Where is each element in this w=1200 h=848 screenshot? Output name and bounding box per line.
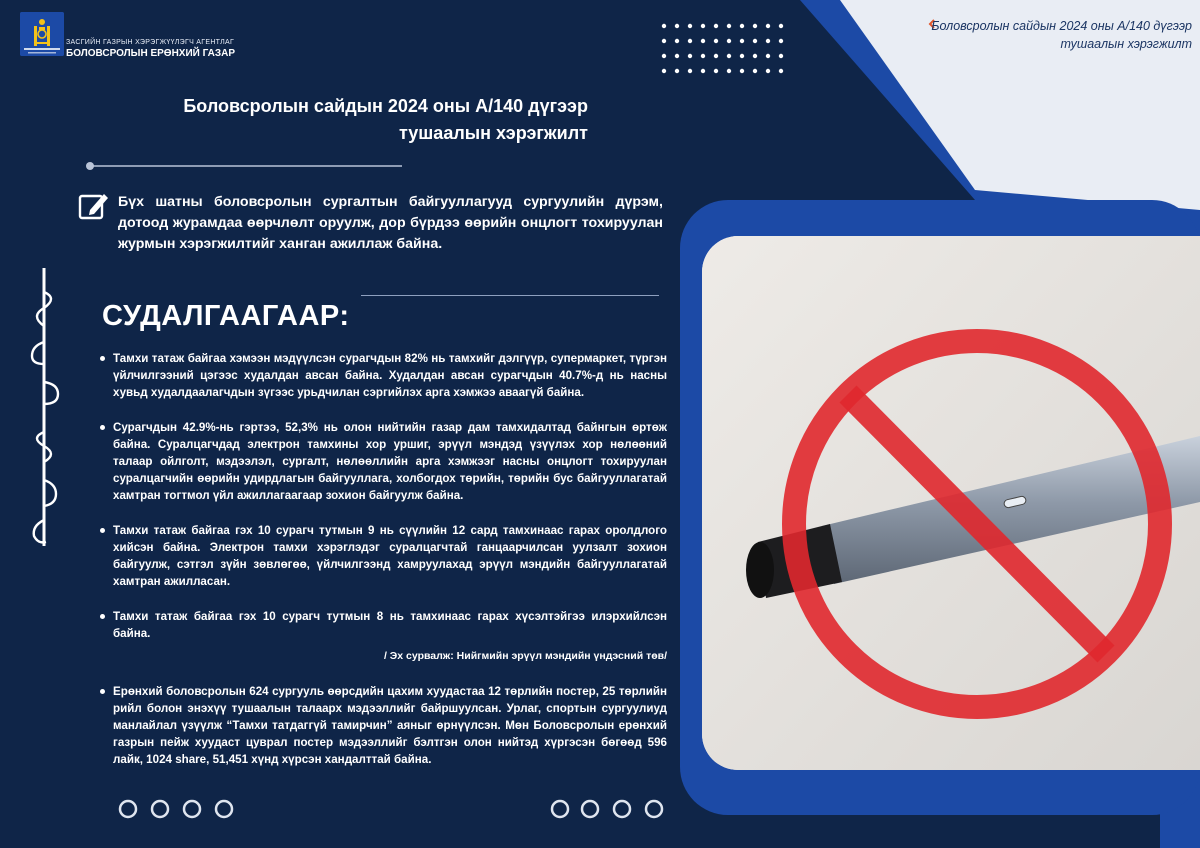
grid-dot [662,54,666,58]
grid-dot [753,69,757,73]
grid-dot [662,69,666,73]
grid-dot [740,54,744,58]
research-findings-list [100,350,667,786]
agency-line2: БОЛОВСРОЛЫН ЕРӨНХИЙ ГАЗАР [66,48,236,59]
grid-dot [766,69,770,73]
grid-dot [753,54,757,58]
grid-dot [662,24,666,28]
list-item [100,522,667,590]
decorative-circles-right [550,798,670,820]
grid-dot [727,39,731,43]
grid-dot [779,39,783,43]
grid-dot [766,39,770,43]
bullet-dot [100,425,105,430]
list-item [100,608,667,665]
page-title: Боловсролын сайдын 2024 оны А/140 дүгээр тушаалын хэрэгжилт [183,96,588,143]
grid-dot [701,24,705,28]
grid-dot [675,24,679,28]
bullet-dot [100,614,105,619]
decorative-circles-left [118,798,238,820]
intro-paragraph: Бүх шатны боловсролын сургалтын байгууллагууд сургуулийн дүрэм, дотоод журамдаа өөрчлөлт оруулж, дор бүрдээ өөрийн онцлогт тохируулан журмын хэрэгжилтийг ханган ажиллаж байна. [118,194,663,252]
agency-logo [20,12,280,60]
soyombo-emblem-icon [20,12,64,56]
grid-dot [688,69,692,73]
agency-line1: ЗАСГИЙН ГАЗРЫН ХЭРЭГЖҮҮЛЭГЧ АГЕНТЛАГ [66,39,235,46]
grid-dot [740,24,744,28]
list-item-text: Тамхи татаж байгаа хэмээн мэдүүлсэн сурагчдын 82% нь тамхийг дэлгүүр, супермаркет, түргэн үйлчилгээний цэгээс худалдан авсан байна. Худалдан авсан сурагчдын 40.7%-д нь насны хувьд худалдаалагчдын зүгээс урьдчилан сэргийлэх арга хэмжээ аваагүй байна. [113,352,667,399]
list-item [100,683,667,768]
grid-dot [701,54,705,58]
edit-icon [78,190,110,222]
divider [361,295,659,296]
decorative-dot-grid [660,22,790,76]
grid-dot [740,39,744,43]
list-item [100,419,667,504]
bullet-dot [100,356,105,361]
grid-dot [740,69,744,73]
list-item-text: Сурагчдын 42.9%-нь гэртээ, 52,3% нь олон нийтийн газар дам тамхидалтад байнгын өртөж байна. Суралцагчдад электрон тамхины хор уршиг, эрүүл мэндэд үзүүлэх хор нөлөөний талаар ойлголт, мэдээлэл, сургалт, нөлөөллийн арга хэмжээг насны онцлогт тохируулан суралцагчийн өөрийн удирдлагын байгууллага, холбогдох төрийн, төрийн бус байгууллагатай хамтран тогтмол үйл ажиллагаагаар зохион байгуулж байна. [113,421,667,502]
grid-dot [701,69,705,73]
breadcrumb: Боловсролын сайдын 2024 оны А/140 дүгээр тушаалын хэрэгжилт [931,19,1192,51]
grid-dot [688,24,692,28]
grid-dot [766,54,770,58]
grid-dot [779,69,783,73]
section-heading: СУДАЛГААГААР: [102,300,350,332]
grid-dot [688,39,692,43]
grid-dot [688,54,692,58]
grid-dot [727,54,731,58]
grid-dot [675,54,679,58]
grid-dot [727,69,731,73]
grid-dot [714,54,718,58]
grid-dot [662,39,666,43]
grid-dot [675,39,679,43]
grid-dot [701,39,705,43]
vape-pen-illustration [702,236,1200,770]
grid-dot [753,39,757,43]
bullet-dot [100,528,105,533]
grid-dot [714,39,718,43]
grid-dot [753,24,757,28]
no-vape-photo [702,236,1200,770]
source-note: / Эх сурвалж: Нийгмийн эрүүл мэндийн үндэсний төв/ [383,650,667,662]
mongolian-script-decoration-icon [20,262,70,552]
bullet-dot [100,689,105,694]
grid-dot [779,24,783,28]
decorative-slider-line [86,160,402,172]
list-item [100,350,667,401]
grid-dot [727,24,731,28]
grid-dot [779,54,783,58]
grid-dot [766,24,770,28]
grid-dot [675,69,679,73]
list-item-text: Ерөнхий боловсролын 624 сургууль өөрсдийн цахим хуудастаа 12 төрлийн постер, 25 төрлийн рийл болон энэхүү тушаалын талаарх мэдээллийг байршуулсан. Урлаг, спортын сургуулиуд манлайлал үзүүлж “Тамхи татдаггүй тамирчин” аяныг өрнүүлсэн. Мөн Боловсролын ерөнхий газрын пейж хуудаст цуврал постер мэдээллийг бэлтгэн олон нийтэд хүргэсэн бөгөөд 596 лайк, 1024 share, 51,451 хүнд хүрсэн хандалттай байна. [113,685,667,766]
list-item-text: Тамхи татаж байгаа гэх 10 сурагч тутмын 8 нь тамхинаас гарах хүсэлтэйгээ илэрхийлсэн байна. [113,610,667,640]
grid-dot [714,69,718,73]
list-item-text: Тамхи татаж байгаа гэх 10 сурагч тутмын 9 нь сүүлийн 12 сард тамхинаас гарах оролдлого хийсэн байна. Электрон тамхи хэрэглэдэг суралцагчтай ганцаарчилсан уулзалт зохион байгуулж, сэтгэл зүйн зөвлөгөө, үйлчилгээнд хамруулахад эрүүл мэндийн байгууллагатай хамтран ажилласан. [113,524,667,588]
grid-dot [714,24,718,28]
